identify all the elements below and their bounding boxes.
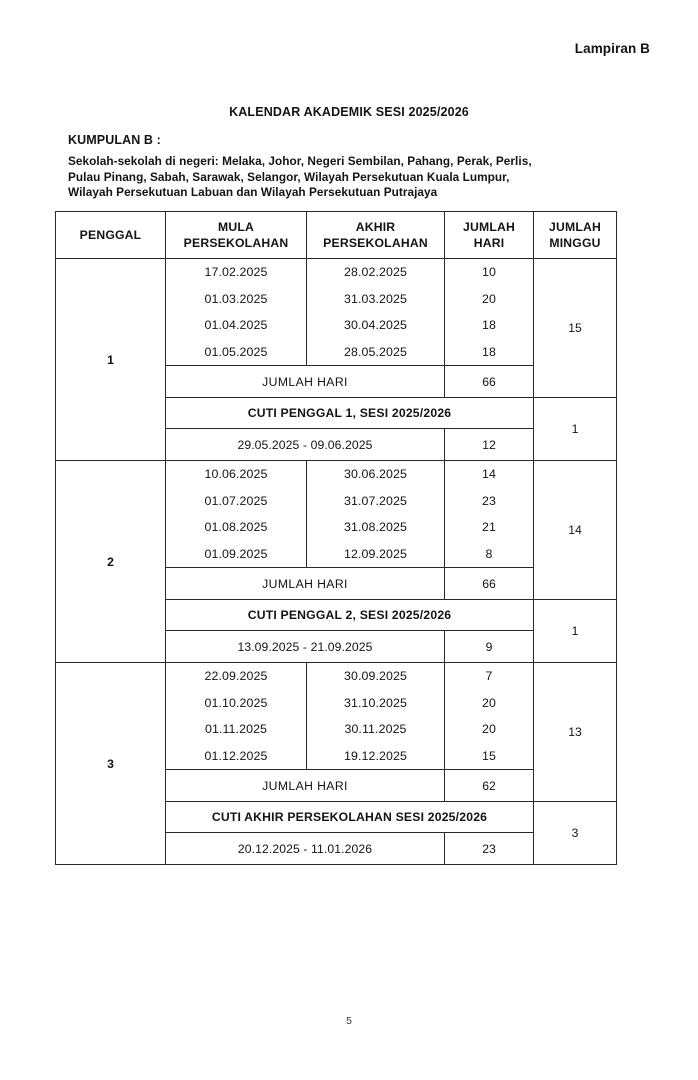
term-days-cell-line: 8 xyxy=(485,546,493,561)
break-days: 9 xyxy=(445,631,534,663)
states-line-1: Sekolah-sekolah di negeri: Melaka, Johor, Negeri Sembilan, Pahang, Perak, Perlis, xyxy=(68,154,532,168)
term-days-cell-line: 7 xyxy=(485,669,493,683)
term-total-days: 66 xyxy=(445,568,534,600)
term-end-dates-cell-line: 31.10.2025 xyxy=(343,695,407,710)
term-end-dates-cell-line: 30.04.2025 xyxy=(343,318,407,332)
term-start-dates-cell-line: 01.10.2025 xyxy=(204,695,268,710)
column-header-penggal: PENGGAL xyxy=(56,212,166,259)
academic-calendar-table xyxy=(55,211,617,865)
term-days-cell-line: 21 xyxy=(482,520,496,534)
term-days-cell-line: 18 xyxy=(482,318,496,332)
states-line-2: Pulau Pinang, Sabah, Sarawak, Selangor, Wilayah Persekutuan Kuala Lumpur, xyxy=(68,169,510,184)
table-body xyxy=(56,259,617,865)
term-start-dates-cell-line: 01.03.2025 xyxy=(204,291,268,306)
break-title: CUTI AKHIR PERSEKOLAHAN SESI 2025/2026 xyxy=(166,802,534,833)
term-days-cell-line: 10 xyxy=(482,265,496,279)
term-start-dates-cell-line: 01.11.2025 xyxy=(204,722,268,736)
term-total-days: 62 xyxy=(445,770,534,802)
break-range: 20.12.2025 - 11.01.2026 xyxy=(166,833,445,865)
column-header-minggu-line-2: MINGGU xyxy=(549,236,601,250)
term-start-dates-cell xyxy=(166,663,307,770)
term-start-dates-cell-line: 01.05.2025 xyxy=(204,344,268,359)
term-start-dates-cell-line: 17.02.2025 xyxy=(204,265,268,279)
break-days: 23 xyxy=(445,833,534,865)
term-total-label: JUMLAH HARI xyxy=(166,770,445,802)
break-weeks-cell: 1 xyxy=(534,600,617,663)
column-header-jumlah-minggu xyxy=(534,212,617,259)
term-days-cell-line: 18 xyxy=(482,344,496,359)
term-end-dates-cell-line: 31.08.2025 xyxy=(343,520,407,534)
term-weeks-cell: 13 xyxy=(534,663,617,802)
column-header-mula-line-2: PERSEKOLAHAN xyxy=(183,236,289,250)
term-end-dates-cell-line: 28.05.2025 xyxy=(343,344,407,359)
break-range: 29.05.2025 - 09.06.2025 xyxy=(166,429,445,461)
states-line-3: Wilayah Persekutuan Labuan dan Wilayah Persekutuan Putrajaya xyxy=(68,185,438,200)
term-days-cell xyxy=(445,663,534,770)
term-start-dates-cell-line: 01.07.2025 xyxy=(204,493,268,508)
page-title: KALENDAR AKADEMIK SESI 2025/2026 xyxy=(229,105,469,119)
term-total-label: JUMLAH HARI xyxy=(166,366,445,398)
column-header-akhir-line-1: AKHIR xyxy=(355,220,396,234)
column-header-minggu-line-1: JUMLAH xyxy=(549,220,601,234)
column-header-hari-line-2: HARI xyxy=(473,236,505,250)
term-days-cell-line: 23 xyxy=(482,493,496,508)
term-dates-row xyxy=(56,663,617,770)
table-header-row xyxy=(56,212,617,259)
term-number-cell: 1 xyxy=(56,259,166,461)
term-start-dates-cell xyxy=(166,461,307,568)
break-weeks-cell: 3 xyxy=(534,802,617,865)
term-end-dates-cell-line: 31.03.2025 xyxy=(343,291,407,306)
term-start-dates-cell-line: 01.12.2025 xyxy=(204,748,268,763)
term-start-dates-cell xyxy=(166,259,307,366)
term-dates-row xyxy=(56,259,617,366)
term-end-dates-cell-line: 31.07.2025 xyxy=(343,493,407,508)
annex-label: Lampiran B xyxy=(574,41,650,56)
term-start-dates-cell-line: 01.09.2025 xyxy=(204,546,268,561)
term-days-cell-line: 20 xyxy=(482,695,496,710)
group-label: KUMPULAN B : xyxy=(68,133,161,147)
term-start-dates-cell-line: 01.08.2025 xyxy=(204,520,268,534)
term-start-dates-cell-line: 10.06.2025 xyxy=(204,467,268,481)
break-title: CUTI PENGGAL 1, SESI 2025/2026 xyxy=(166,398,534,429)
term-number-cell: 2 xyxy=(56,461,166,663)
term-end-dates-cell-line: 12.09.2025 xyxy=(343,546,407,561)
break-range: 13.09.2025 - 21.09.2025 xyxy=(166,631,445,663)
page-number: 5 xyxy=(346,1015,352,1027)
term-weeks-cell: 14 xyxy=(534,461,617,600)
column-header-hari-line-1: JUMLAH xyxy=(463,220,515,234)
term-weeks-cell: 15 xyxy=(534,259,617,398)
term-dates-row xyxy=(56,461,617,568)
break-weeks-cell: 1 xyxy=(534,398,617,461)
term-end-dates-cell-line: 30.11.2025 xyxy=(344,722,407,736)
term-days-cell-line: 15 xyxy=(482,748,496,763)
break-days: 12 xyxy=(445,429,534,461)
term-days-cell-line: 20 xyxy=(482,291,496,306)
term-days-cell-line: 20 xyxy=(482,722,496,736)
column-header-jumlah-hari xyxy=(445,212,534,259)
term-days-cell xyxy=(445,259,534,366)
academic-calendar-table-wrapper xyxy=(55,211,616,865)
column-header-mula-line-1: MULA xyxy=(218,220,254,234)
term-end-dates-cell-line: 30.09.2025 xyxy=(343,669,407,683)
term-start-dates-cell-line: 22.09.2025 xyxy=(204,669,268,683)
term-days-cell xyxy=(445,461,534,568)
column-header-akhir-line-2: PERSEKOLAHAN xyxy=(323,236,428,250)
term-end-dates-cell-line: 19.12.2025 xyxy=(343,748,407,763)
term-end-dates-cell-line: 30.06.2025 xyxy=(343,467,407,481)
term-end-dates-cell xyxy=(307,461,445,568)
states-paragraph xyxy=(68,154,621,201)
term-end-dates-cell xyxy=(307,663,445,770)
term-days-cell-line: 14 xyxy=(482,467,496,481)
column-header-akhir-persekolahan xyxy=(307,212,445,259)
column-header-mula-persekolahan xyxy=(166,212,307,259)
term-end-dates-cell-line: 28.02.2025 xyxy=(343,265,407,279)
break-title: CUTI PENGGAL 2, SESI 2025/2026 xyxy=(166,600,534,631)
term-number-cell: 3 xyxy=(56,663,166,865)
term-start-dates-cell-line: 01.04.2025 xyxy=(204,318,268,332)
term-total-days: 66 xyxy=(445,366,534,398)
term-total-label: JUMLAH HARI xyxy=(166,568,445,600)
term-end-dates-cell xyxy=(307,259,445,366)
